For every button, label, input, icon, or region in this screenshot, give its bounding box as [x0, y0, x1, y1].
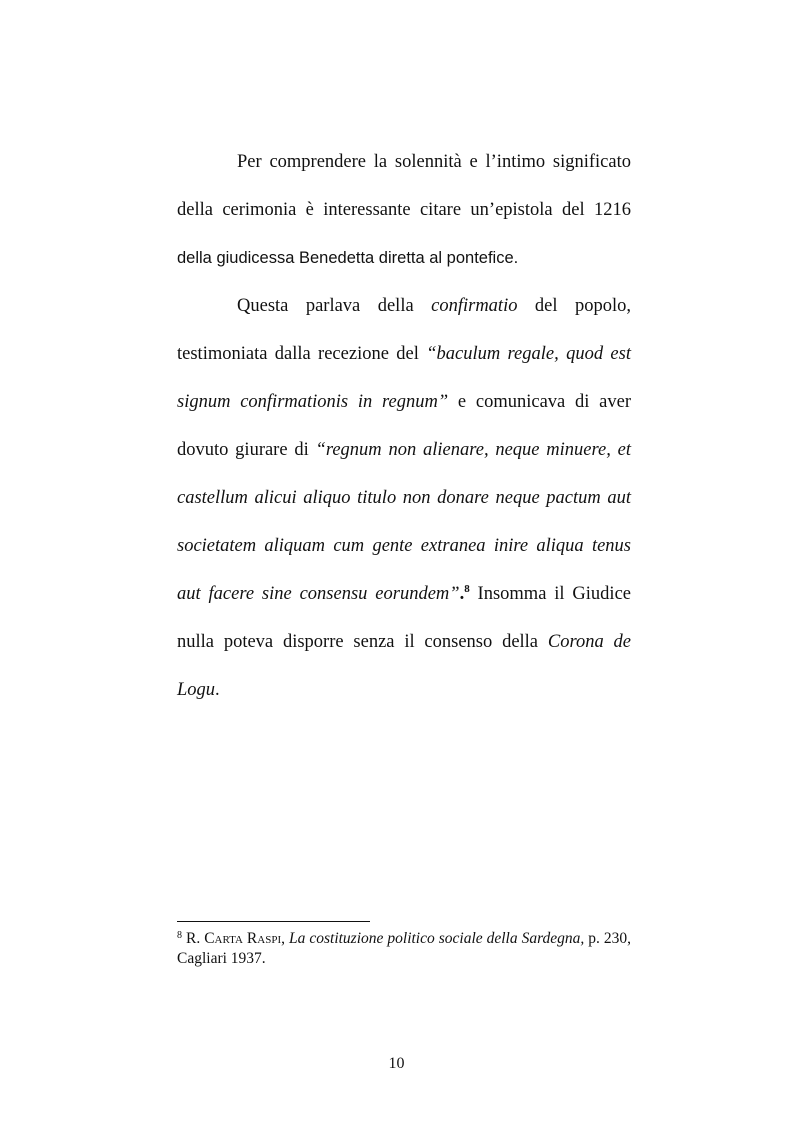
paragraph-1-serif: Per comprendere la solennità e l’intimo significato della cerimonia è interessante citare un’epistola del 1216	[177, 152, 631, 220]
paragraph-2-text-1: Questa parlava della	[237, 296, 432, 316]
paragraph-2: Questa parlava della confirmatio del popolo, testimoniata dalla recezione del “baculum regale, quod est signum confirmationis in regnum” e comunicava di aver dovuto giurare di “regnum non alienare, neque minuere, et castellum alicui aliquo titulo non donare neque pactum aut societatem aliquam cum gente extranea inire aliqua tenus aut facere sine consensu eorundem”.$^8$ Insomma il Giudice nulla poteva disporre senza il consenso della Corona de Logu.	[177, 296, 632, 700]
page-number: 10	[388, 1055, 405, 1072]
italic-confirmatio: confirmatio	[431, 296, 518, 316]
footnote-rest: p. 230, Cagliari 1937.	[177, 930, 632, 967]
footnote-reference[interactable]: 8	[464, 583, 470, 595]
body-text	[177, 138, 631, 714]
footnote-author-initial: R.	[186, 930, 205, 947]
footnote	[177, 929, 631, 969]
footnote-separator	[177, 921, 370, 922]
paragraph-2-text-4: Insomma il Giudice nulla poteva disporre senza il consenso della	[177, 584, 631, 652]
footnote-author: Carta Raspi	[204, 930, 282, 947]
italic-corona-de-logu: Corona de Logu	[177, 632, 631, 700]
paragraph-2-text-2: del popolo, testimoniata dalla recezione del	[177, 296, 631, 364]
footnote-title: La costituzione politico sociale della Sardegna,	[289, 930, 585, 947]
paragraph-1	[177, 138, 631, 282]
paragraph-2-text-3: e comunicava di aver dovuto giurare di	[177, 392, 631, 460]
quote-baculum: “baculum regale, quod est signum confirmationis in regnum”	[177, 344, 631, 412]
footnote-separator-text: ,	[281, 930, 289, 947]
paragraph-2-text-5: .	[215, 680, 220, 700]
footnote-number: 8	[177, 930, 182, 941]
quote-regnum: “regnum non alienare, neque minuere, et castellum alicui aliquo titulo non donare neque pactum aut societatem aliquam cum gente extranea inire aliqua tenus aut facere sine consensu eorundem”	[177, 440, 632, 604]
paragraph-1-sans: della giudicessa Benedetta diretta al pontefice.	[177, 249, 519, 267]
